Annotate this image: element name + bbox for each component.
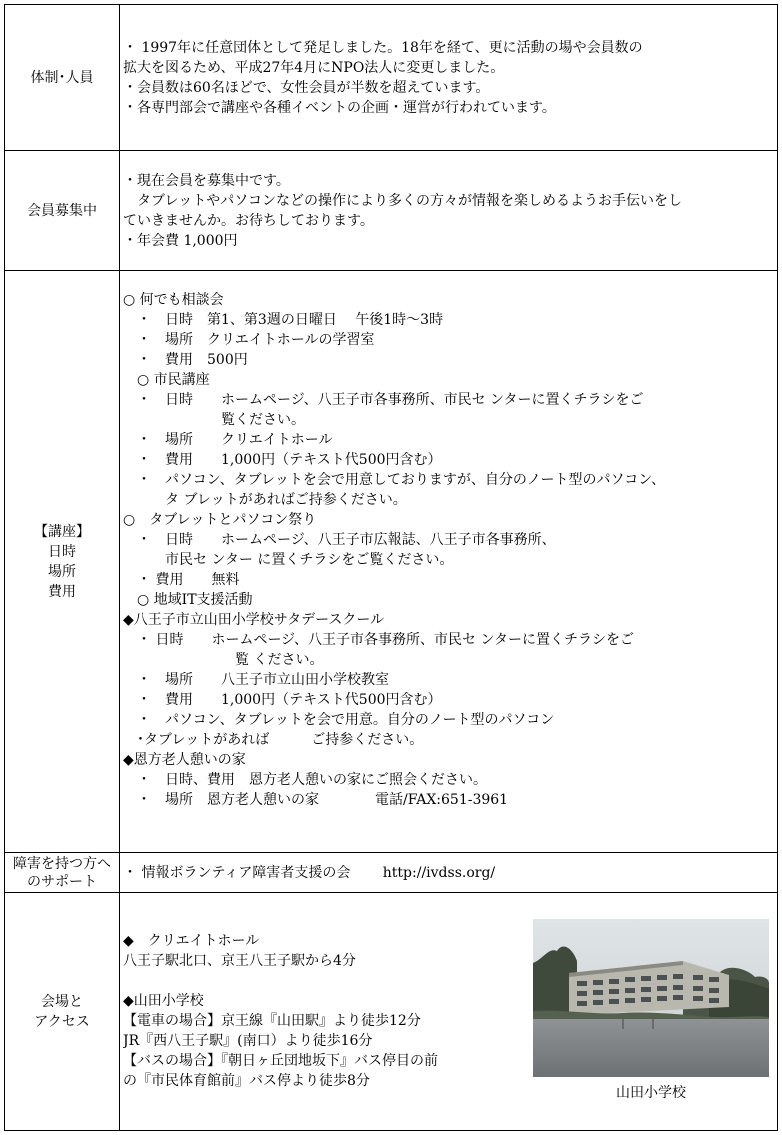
text-line: タ ブレットがあればご持参ください。 [123,492,407,508]
text-line: ・ パソコン、タブレットを会で用意しておりますが、自分のノート型のパソコン、 [123,472,666,488]
text-line: 八王子駅北口、京王八王子駅から4分 [123,953,356,969]
text-line: ・ 費用 1,000円（テキスト代500円含む） [123,452,442,468]
label-courses [5,271,120,853]
text-line: ・ 場所 恩方老人憩いの家 電話/FAX:651-3961 [123,792,509,808]
info-table [4,4,778,1131]
row-support [5,853,778,893]
label-line: 場所 [48,563,76,580]
text-line: 覧 ください。 [123,652,324,668]
text-line: ・ 場所 八王子市立山田小学校教室 [123,672,389,688]
text-line: ・ 日時 ホームページ、八王子市各事務所、市民セ ンターに置くチラシをご [123,392,644,408]
label-support: 障害を持つ方へのサポート [5,853,120,893]
text-line: ・ 日時 第1、第3週の日曜日 午後1時～3時 [123,312,444,328]
text-line: ・ 費用 500円 [123,352,248,368]
text-line: ○ 地域IT支援活動 [123,592,253,608]
text-line: ・ 場所 クリエイトホールの学習室 [123,332,375,348]
row-access [5,893,778,1131]
text-line: ・ パソコン、タブレットを会で用意。自分のノート型のパソコン [123,712,555,728]
text-line: ・ 日時 ホームページ、八王子市各事務所、市民セ ンターに置くチラシをご [123,632,634,648]
text-line: ◆ クリエイトホール [123,933,260,949]
text-line: ・ 費用 無料 [123,572,240,588]
text-line [123,971,438,991]
text-line: ていきませんか。お待ちしております。 [123,212,374,229]
text-line: ◆八王子市立山田小学校サタデースクール [123,612,385,628]
content-recruit [120,151,778,271]
access-layout [123,893,773,1103]
text-line: ・年会費 1,000円 [123,232,238,249]
text-line: ・ 場所 クリエイトホール [123,432,333,448]
row-recruit [5,151,778,271]
text-line: ◆山田小学校 [123,993,204,1009]
content-access [120,893,778,1131]
text-line: 【電車の場合】京王線『山田駅』より徒歩12分 [123,1013,421,1029]
text-line: ○ タブレットとパソコン祭り [123,512,317,528]
access-text [123,893,438,1091]
text-line: 拡大を図るため、平成27年4月にNPO法人に変更しました。 [123,59,505,76]
text-line: ・ 1997年に任意団体として発足しました。18年を経て、更に活動の場や会員数の [123,39,643,56]
support-text: ・ 情報ボランティア障害者支援の会 http://ivdss.org/ [123,864,496,881]
content-courses [120,271,778,853]
text-line: JR『西八王子駅』(南口）より徒歩16分 [123,1033,373,1049]
text-line: ・現在会員を募集中です。 [123,172,290,189]
label-recruit: 会員募集中 [5,151,120,271]
text-line: ・ 日時 ホームページ、八王子市広報誌、八王子市各事務所、 [123,532,556,548]
content-support [120,853,778,893]
school-photo-box [533,919,769,1103]
text-line: 【バスの場合】『朝日ヶ丘団地坂下』バス停目の前 [123,1053,438,1069]
label-line: 日時 [48,543,76,560]
label-staff: 体制･人員 [5,5,120,151]
label-line: アクセス [34,1013,90,1030]
text-line: ･タブレットがあれば ご持参ください。 [123,732,424,748]
text-line: ・ 費用 1,000円（テキスト代500円含む） [123,692,442,708]
row-staff [5,5,778,151]
text-line: ○ 何でも相談会 [123,292,224,308]
label-line: 【講座】 [34,523,90,540]
photo-caption: 山田小学校 [616,1085,686,1101]
text-line: 覧ください。 [123,412,305,428]
text-line: ○ 市民講座 [123,372,210,388]
row-courses [5,271,778,853]
text-line: ・ 日時、費用 恩方老人憩いの家にご照会ください。 [123,772,487,788]
label-line: 会場と [41,993,83,1010]
content-staff [120,5,778,151]
text-line: ◆恩方老人憩いの家 [123,752,246,768]
text-line: の『市民体育館前』バス停より徒歩8分 [123,1073,370,1089]
label-line: 費用 [48,583,76,600]
school-photo [533,919,769,1077]
text-line: 市民セ ンター に置くチラシをご覧ください。 [123,552,454,568]
label-access [5,893,120,1131]
text-line: ・各専門部会で講座や各種イベントの企画・運営が行われています。 [123,99,556,116]
text-line: ・会員数は60名ほどで、女性会員が半数を超えています。 [123,79,490,96]
text-line: タブレットやパソコンなどの操作により多くの方々が情報を楽しめるようお手伝いをし [123,192,683,209]
